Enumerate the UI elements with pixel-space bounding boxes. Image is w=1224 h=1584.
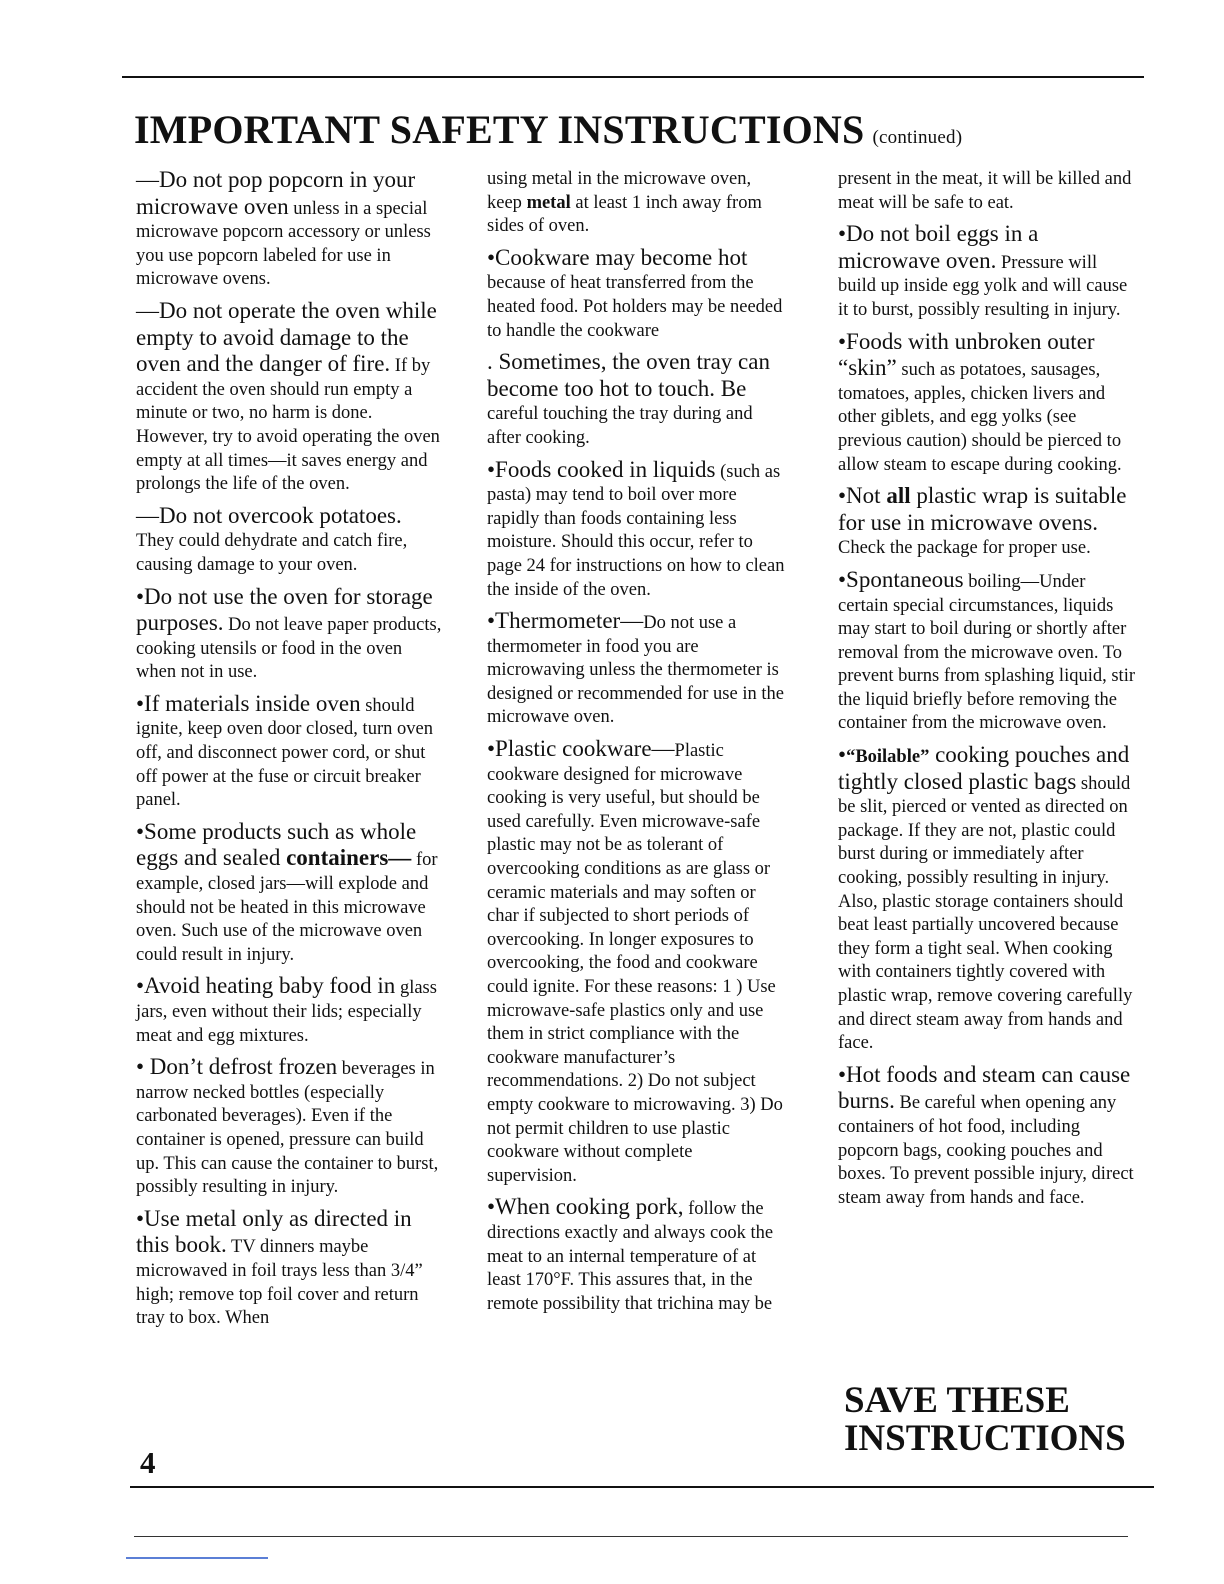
instruction-spontaneous-boiling: •Spontaneous boiling—Under certain special circumstances, liquids may start to boil during or shortly after removal from the microwave oven. To prevent burns from splashing liquid, stir the liquid briefly before removing the container from the microwave oven. (838, 566, 1135, 734)
instruction-skin-foods: •Foods with unbroken outer “skin” such as potatoes, sausages, tomatoes, apples, chicken livers and other giblets, and egg yolks (see previous caution) should be pierced to allow steam to escape during cooking. (838, 328, 1122, 475)
instruction-metal-continued: using metal in the microwave oven, keep metal at least 1 inch away from sides of oven. (487, 169, 762, 237)
instruction-popcorn: —Do not pop popcorn in your microwave oven unless in a special microwave popcorn accessory or unless you use popcorn labeled for use in microwave ovens. (136, 167, 431, 290)
instruction-cookware-hot: •Cookware may become hot because of heat transferred from the heated food. Pot holders may be needed to handle the cookware (487, 244, 783, 341)
instruction-metal: •Use metal only as directed in this book. TV dinners maybe microwaved in foil trays less than 3/4” high; remove top foil cover and return tray to box. When (136, 1205, 423, 1329)
text-column-3 (838, 168, 1138, 1217)
bottom-rule (130, 1486, 1154, 1488)
instruction-boilable-pouches: •“Boilable” cooking pouches and tightly closed plastic bags should be slit, pierced or vented as directed on package. If they are not, plastic could burst during or immediately after cooking, possibly resulting in injury. Also, plastic storage containers should beat least partially uncovered because they form a tight seal. When cooking with containers tightly covered with plastic wrap, remove covering carefully and direct steam away from hands and face. (838, 742, 1133, 1054)
instruction-storage: •Do not use the oven for storage purposes. Do not leave paper products, cooking utensils or food in the oven when not in use. (136, 583, 442, 683)
instruction-liquids: •Foods cooked in liquids (such as pasta) may tend to boil over more rapidly than foods containing less moisture. Should this occur, refer to page 24 for instructions on how to clean the inside of the oven. (487, 456, 785, 600)
instruction-thermometer: •Thermometer—Do not use a thermometer in food you are microwaving unless the thermometer is designed or recommended for use in the microwave oven. (487, 608, 784, 728)
instruction-plastic-wrap: •Not all plastic wrap is suitable for use in microwave ovens. Check the package for proper use. (838, 483, 1127, 559)
instruction-baby-food: •Avoid heating baby food in glass jars, even without their lids; especially meat and egg mixtures. (136, 973, 437, 1046)
instruction-hot-foods-steam: •Hot foods and steam can cause burns. Be careful when opening any containers of hot food, including popcorn bags, cooking pouches and boxes. To prevent possible injury, direct steam away from hands and face. (838, 1061, 1134, 1208)
instruction-pork: •When cooking pork, follow the directions exactly and always cook the meat to an internal temperature of at least 170°F. This assures that, in the remote possibility that trichina may be (487, 1194, 774, 1314)
instruction-pork-continued: present in the meat, it will be killed and meat will be safe to eat. (838, 169, 1132, 213)
footer-rule (134, 1536, 1128, 1537)
instruction-plastic-cookware: •Plastic cookware—Plastic cookware designed for microwave cooking is very useful, but should be used carefully. Even microwave-safe plastic may not be as tolerant of overcooking conditions as are glass or ceramic materials and may soften or char if subjected to short periods of overcooking. In longer exposures to overcooking, the food and cookware could ignite. For these reasons: 1 ) Use microwave-safe plastics only and use them in strict compliance with the cookware manufacturer’s recommendations. 2) Do not subject empty cookware to microwaving. 3) Do not permit children to use plastic cookware without complete supervision. (487, 736, 783, 1186)
instruction-potatoes: —Do not overcook potatoes. They could dehydrate and catch fire, causing damage to your oven. (136, 502, 408, 575)
title-text: IMPORTANT SAFETY INSTRUCTIONS (134, 107, 865, 152)
instruction-frozen-beverages: • Don’t defrost frozen beverages in narrow necked bottles (especially carbonated beverages). Even if the container is opened, pressure can build up. This can cause the container to burst, possibly resulting in injury. (136, 1054, 439, 1198)
instruction-eggs: •Do not boil eggs in a microwave oven. Pressure will build up inside egg yolk and will cause it to burst, possibly resulting in injury. (838, 221, 1128, 320)
save-instructions-heading: SAVE THESE INSTRUCTIONS (844, 1380, 1126, 1459)
instruction-empty-oven: —Do not operate the oven while empty to avoid damage to the oven and the danger of fire. If by accident the oven should run empty a minute or two, no harm is done. However, try to avoid operating the oven empty at all times—it saves energy and prolongs the life of the oven. (136, 297, 440, 495)
top-rule (122, 76, 1144, 78)
page-number: 4 (140, 1445, 156, 1480)
text-column-2 (487, 168, 787, 1323)
instruction-ignite: •If materials inside oven should ignite, keep oven door closed, turn oven off, and disconnect power cord, or shut off power at the fuse or circuit breaker panel. (136, 690, 433, 811)
instruction-sealed-containers: •Some products such as whole eggs and sealed containers— for example, closed jars—will explode and should not be heated in this microwave oven. Such use of the microwave oven could result in injury. (136, 818, 438, 965)
text-column-1 (136, 168, 442, 1338)
instruction-oven-tray: . Sometimes, the oven tray can become too hot to touch. Be careful touching the tray during and after cooking. (487, 349, 770, 448)
footer-link-underline (126, 1557, 268, 1559)
page-title (134, 106, 962, 153)
title-subtitle: (continued) (872, 127, 963, 148)
